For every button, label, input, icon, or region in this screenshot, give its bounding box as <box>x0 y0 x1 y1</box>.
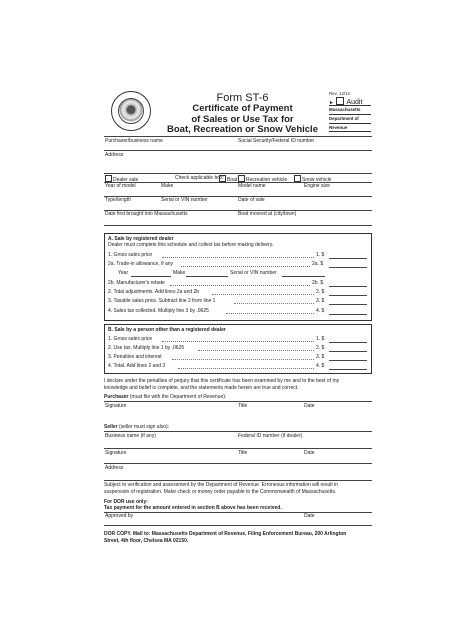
leader-dots <box>172 359 314 360</box>
rule <box>104 480 372 481</box>
a-line-2b-num: 2b. $ <box>312 280 324 286</box>
date-first-field[interactable] <box>104 225 372 226</box>
a-line-4-field[interactable] <box>329 314 367 315</box>
rule <box>104 136 372 137</box>
b-line-2-field[interactable] <box>329 351 367 352</box>
engine-size-label: Engine size <box>304 183 330 189</box>
business-name-label: Business name (if any) <box>105 433 156 439</box>
purchaser-heading <box>104 394 226 400</box>
a-line-1-num: 1. $ <box>316 252 325 258</box>
address-label: Address <box>105 152 124 158</box>
seller-address-label: Address <box>105 465 124 471</box>
trade-make-field[interactable] <box>186 276 228 277</box>
snow-vehicle-label: Snow vehicle <box>302 177 332 183</box>
audit-arrow-icon: ► <box>329 100 334 106</box>
seller-address-field[interactable] <box>104 463 372 464</box>
a-line-1-label: 1. Gross sales price <box>108 252 153 258</box>
purchaser-heading-bold: Purchaser <box>104 394 129 400</box>
purchaser-title-label: Title <box>238 403 248 409</box>
purchaser-name-label: Purchaser/business name <box>105 138 163 144</box>
dept-line-3: Revenue <box>329 123 371 132</box>
declaration-line-2: knowledge and belief is complete, and the statements made herein are true and correct. <box>104 385 299 391</box>
b-line-3-field[interactable] <box>329 360 367 361</box>
fed-id-label: Federal ID number (if dealer) <box>238 433 303 439</box>
b-line-1-num: 1. $ <box>316 336 325 342</box>
approved-date-label: Date <box>304 513 315 519</box>
a-line-2-label: 2. Total adjustments. Add lines 2a and 2b <box>108 289 200 295</box>
b-line-3-num: 3. $ <box>316 354 325 360</box>
seller-signature-field[interactable] <box>104 448 372 449</box>
leader-dots <box>162 257 314 258</box>
seller-heading-rest: (seller must sign also): <box>117 424 170 430</box>
purchaser-signature-label: Signature <box>105 403 127 409</box>
audit-box[interactable] <box>336 97 344 105</box>
approved-by-label: Approved by <box>105 513 134 519</box>
dept-line-2: Department of <box>329 114 371 121</box>
revision-date: Rev. 12/12 <box>329 91 350 96</box>
b-line-1-field[interactable] <box>329 342 367 343</box>
date-first-label: Date first brought into Massachusetts <box>105 211 188 217</box>
trade-year-field[interactable] <box>131 276 171 277</box>
make-label: Make <box>161 183 174 189</box>
a-line-4-num: 4. $ <box>316 308 325 314</box>
boat-moored-label: Boat moored at (city/town) <box>238 211 297 217</box>
trade-serial-field[interactable] <box>282 276 325 277</box>
dept-line-1: Massachusetts <box>329 105 371 112</box>
a-line-2-field[interactable] <box>329 295 367 296</box>
trade-serial-label: Serial or VIN number <box>230 270 277 276</box>
seller-title-label: Title <box>238 450 248 456</box>
snow-vehicle-box[interactable] <box>294 175 301 182</box>
a-line-3-num: 3. $ <box>316 298 325 304</box>
audit-label: Audit <box>346 99 363 106</box>
serial-vin-label: Serial or VIN number <box>161 197 208 203</box>
verify-line-2: suspension of registration. Make check or money order payable to the Commonwealth of Massachusetts. <box>104 489 337 495</box>
leader-dots <box>162 341 314 342</box>
a-line-2a-label: 2a. Trade-in allowance, if any <box>108 261 174 267</box>
a-line-4-label: 4. Sales tax collected. Multiply line 3 by .0625 <box>108 308 209 314</box>
dealer-sale-box[interactable] <box>105 175 112 182</box>
dor-payment-line: Tax payment for the amount entered in section B above has been received. <box>104 505 282 511</box>
b-line-4-num: 4. $ <box>316 363 325 369</box>
approved-by-field[interactable] <box>104 512 372 513</box>
purchaser-heading-rest: (must file with the Department of Revenue): <box>128 394 227 400</box>
title-line-3: Boat, Recreation or Snow Vehicle <box>167 124 318 135</box>
purchaser-signature-field[interactable] <box>104 401 372 402</box>
rec-vehicle-box[interactable] <box>238 175 245 182</box>
dor-copy-line-2: Street, 4th floor, Chelsea MA 02150. <box>104 538 189 544</box>
boat-box[interactable] <box>219 175 226 182</box>
dor-use-only: For DOR use only: <box>104 499 148 505</box>
seller-date-label: Date <box>304 450 315 456</box>
b-line-4-field[interactable] <box>329 369 367 370</box>
year-label: Year of model <box>105 183 136 189</box>
b-line-3-label: 3. Penalties and interest <box>108 354 162 360</box>
check-applicable-label: Check applicable box: <box>175 175 224 181</box>
leader-dots <box>181 266 310 267</box>
leader-dots <box>178 368 314 369</box>
leader-dots <box>212 294 314 295</box>
massachusetts-seal <box>111 91 151 131</box>
verify-line-1: Subject to verification and assessment by the Department of Revenue. Erroneous information will result in <box>104 482 339 488</box>
rule <box>104 525 372 526</box>
a-line-2-num: 2. $ <box>316 289 325 295</box>
ssn-label: Social Security/Federal ID number <box>238 138 315 144</box>
boat-label: Boat <box>227 177 238 183</box>
section-b-title: B. Sale by a person other than a registered dealer <box>108 327 226 333</box>
a-line-3-label: 3. Taxable sales price. Subtract line 2 from line 1 <box>108 298 216 304</box>
form-title-block <box>160 92 325 136</box>
a-line-1-field[interactable] <box>329 258 367 259</box>
a-line-2a-field[interactable] <box>329 267 367 268</box>
type-length-label: Type/length <box>105 197 131 203</box>
leader-dots <box>170 285 310 286</box>
dealer-sale-label: Dealer sale <box>113 177 139 183</box>
a-line-2b-label: 2b. Manufacturer's rebate <box>108 280 165 286</box>
title-line-2: of Sales or Use Tax for <box>191 113 294 125</box>
leader-dots <box>198 350 314 351</box>
dept-block <box>329 105 371 132</box>
address-field[interactable] <box>104 173 372 174</box>
title-line-1: Certificate of Payment <box>192 103 293 114</box>
date-of-sale-label: Date of sale <box>238 197 265 203</box>
a-line-2a-num: 2a. $ <box>312 261 324 267</box>
b-line-4-label: 4. Total. Add lines 2 and 3 <box>108 363 166 369</box>
declaration-line-1: I declare under the penalties of perjury that this certificate has been examined by me and to the best of my <box>104 378 340 384</box>
leader-dots <box>226 313 314 314</box>
b-line-2-label: 2. Use tax. Multiply line 1 by .0625 <box>108 345 185 351</box>
rec-vehicle-label: Recreation vehicle <box>246 177 288 183</box>
leader-dots <box>234 303 314 304</box>
b-line-2-num: 2. $ <box>316 345 325 351</box>
purchaser-name-field[interactable] <box>104 150 372 151</box>
dor-copy-line-1: DOR COPY. Mail to: Massachusetts Department of Revenue, Filing Enforcement Bureau, 200 Arlington <box>104 531 347 537</box>
rule <box>104 431 372 432</box>
section-a-subtitle: Dealer must complete this schedule and collect tax before making delivery. <box>108 242 274 248</box>
form-number: Form ST-6 <box>216 92 269 104</box>
section-a-title: A. Sale by registered dealer <box>108 236 174 242</box>
b-line-1-label: 1. Gross sales price <box>108 336 153 342</box>
trade-make-label: Make <box>173 270 186 276</box>
a-line-3-field[interactable] <box>329 304 367 305</box>
trade-year-label: Year <box>118 270 129 276</box>
purchaser-date-label: Date <box>304 403 315 409</box>
model-label: Model name <box>238 183 266 189</box>
seller-signature-label: Signature <box>105 450 127 456</box>
a-line-2b-field[interactable] <box>329 286 367 287</box>
seller-heading <box>104 424 169 430</box>
seller-heading-bold: Seller <box>104 424 118 430</box>
